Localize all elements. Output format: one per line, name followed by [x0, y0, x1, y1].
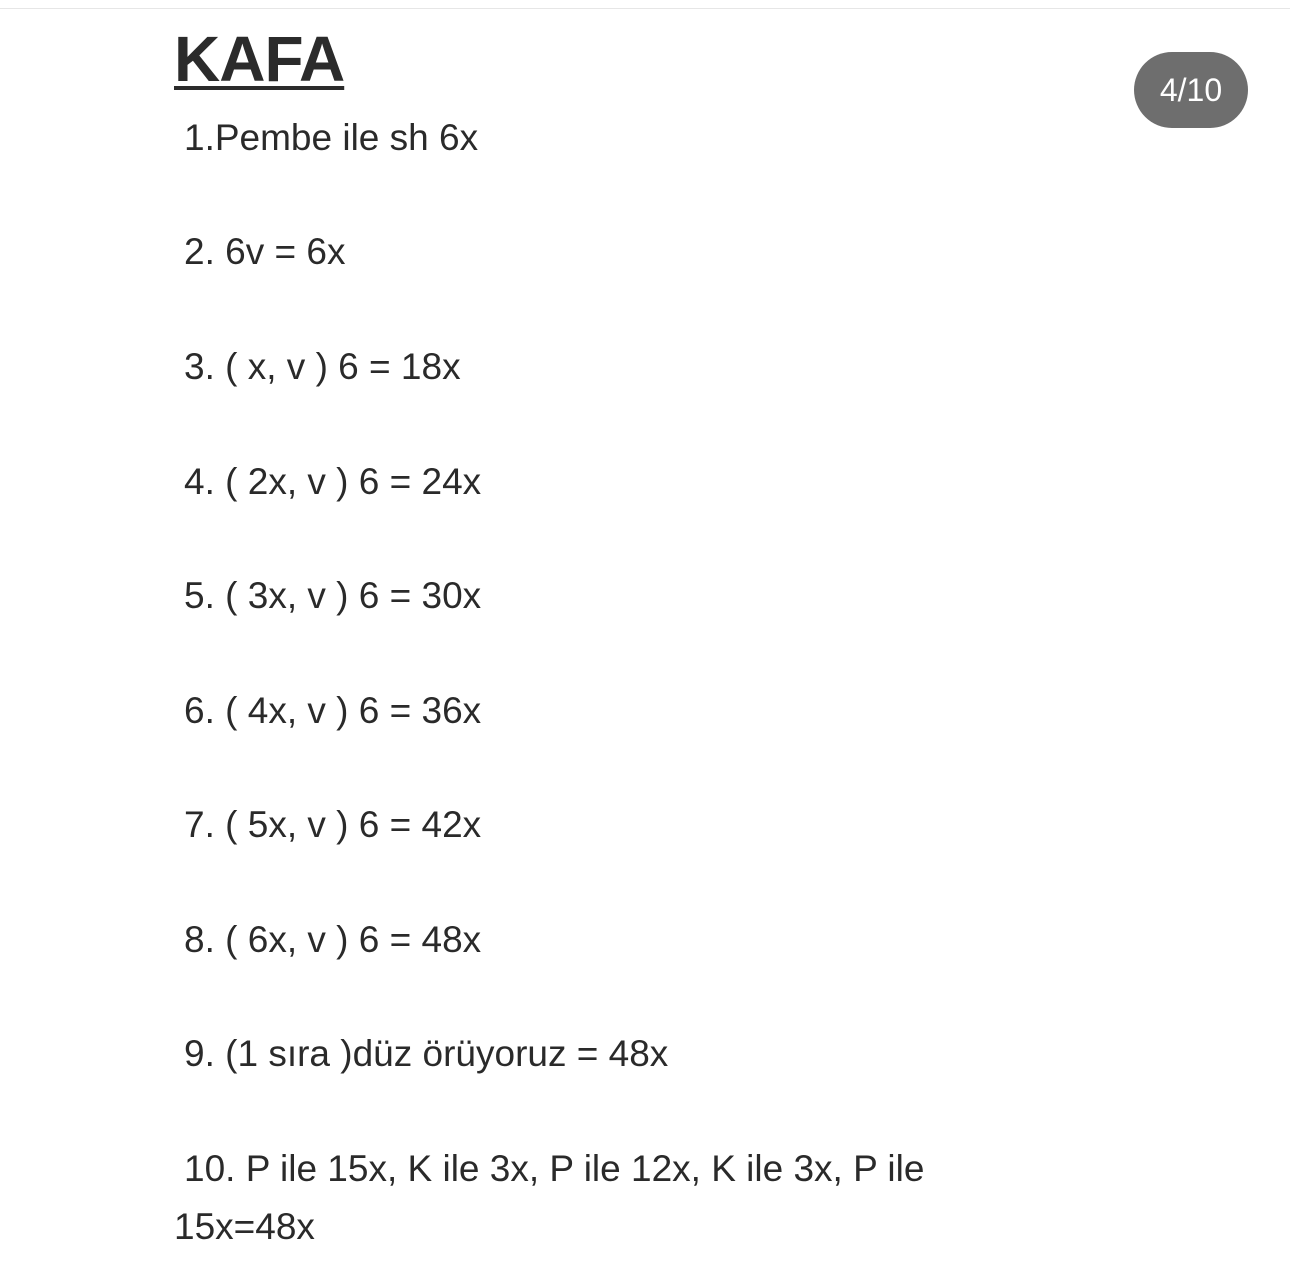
list-item: 4. ( 2x, v ) 6 = 24x	[184, 461, 482, 502]
list-item: 9. (1 sıra )düz örüyoruz = 48x	[184, 1033, 669, 1074]
page-title: KAFA	[174, 23, 345, 95]
list-item: 10. P ile 15x, K ile 3x, P ile 12x, K ile 3x, P ile 15x=48x	[174, 1148, 925, 1247]
list-item: 8. ( 6x, v ) 6 = 48x	[184, 919, 482, 960]
list-item: 7. ( 5x, v ) 6 = 42x	[184, 804, 482, 845]
list-item: 2. 6v = 6x	[184, 231, 346, 272]
list-item: 6. ( 4x, v ) 6 = 36x	[184, 690, 482, 731]
page-indicator-badge: 4/10	[1134, 52, 1248, 128]
list-item: 5. ( 3x, v ) 6 = 30x	[184, 575, 482, 616]
list-item: 3. ( x, v ) 6 = 18x	[184, 346, 461, 387]
list-item: 1.Pembe ile sh 6x	[184, 117, 479, 158]
